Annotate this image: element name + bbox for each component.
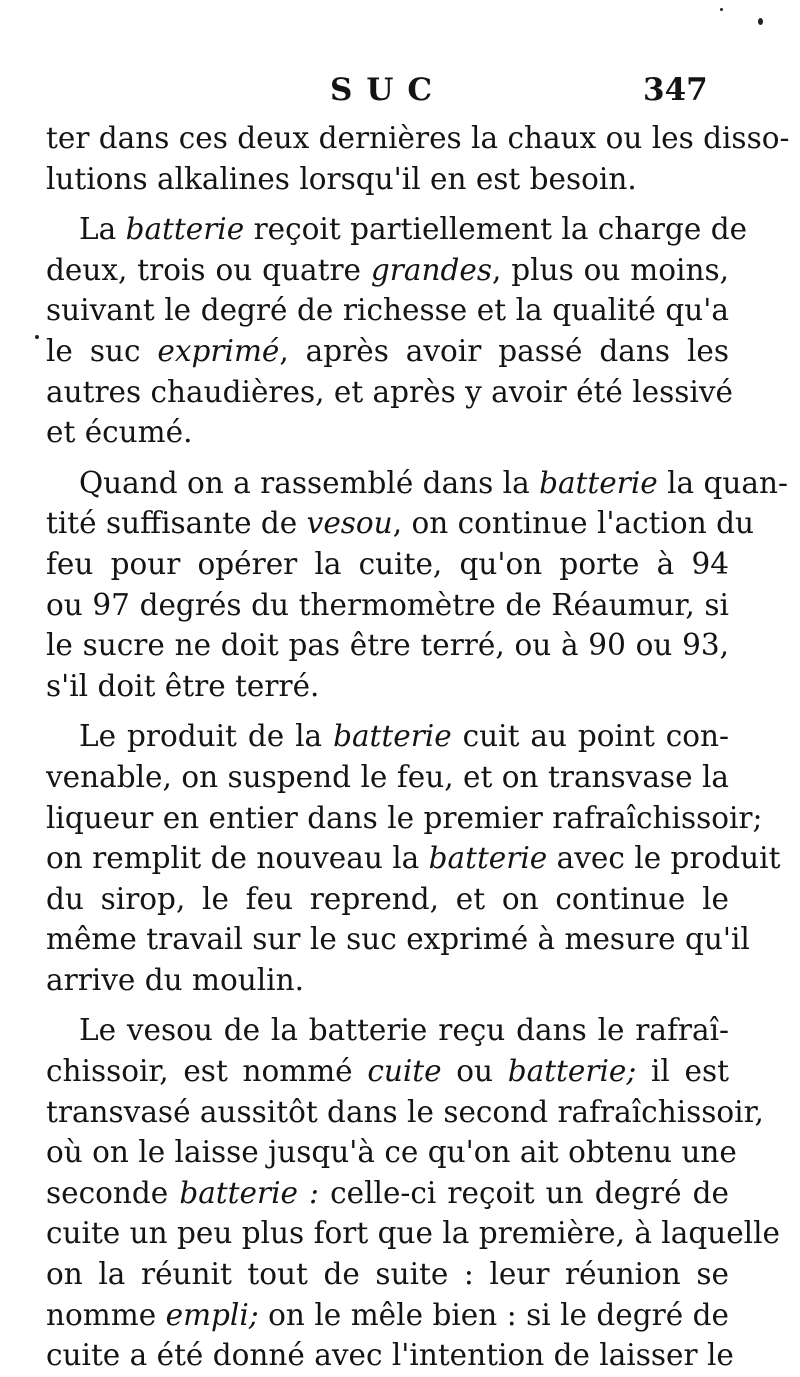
text-line: arrive du moulin.	[46, 962, 304, 997]
text-line: le sucre ne doit pas être terré, ou à 90 ou 93,	[46, 628, 729, 663]
italic-term: batterie	[125, 212, 245, 247]
text-line: même travail sur le suc exprimé à mesure qu'il	[46, 922, 750, 957]
text-line: ou 97 degrés du thermomètre de Réaumur, si	[46, 587, 729, 622]
italic-term: batterie	[428, 841, 548, 876]
text-line: chissoir, est nommé cuite ou batterie; il est	[46, 1054, 729, 1089]
text-line: autres chaudières, et après y avoir été lessivé	[46, 374, 733, 409]
text-line: Le vesou de la batterie reçu dans le rafraî-	[79, 1013, 729, 1048]
italic-term: exprimé	[157, 333, 280, 368]
text-line: nomme empli; on le mêle bien : si le degré de	[46, 1297, 729, 1332]
text-line: cuite un peu plus fort que la première, à laquelle	[46, 1216, 780, 1251]
speck-mark	[720, 8, 723, 11]
speck-mark	[758, 18, 763, 25]
page-number: 347	[643, 72, 708, 108]
text-line: où on le laisse jusqu'à ce qu'on ait obtenu une	[46, 1135, 737, 1170]
text-line: s'il doit être terré.	[46, 668, 320, 703]
text-line: seconde batterie : celle-ci reçoit un degré de	[46, 1175, 729, 1210]
text-line: on la réunit tout de suite : leur réunion se	[46, 1257, 729, 1292]
text-line: du sirop, le feu reprend, et on continue le	[46, 881, 729, 916]
text-line: cuite a été donné avec l'intention de laisser le	[46, 1338, 734, 1373]
italic-term: vesou	[306, 506, 393, 541]
page-title: SUC	[330, 72, 447, 108]
italic-term: batterie :	[179, 1175, 319, 1210]
text-line: et écumé.	[46, 415, 193, 450]
italic-term: cuite	[367, 1054, 442, 1089]
text-line: feu pour opérer la cuite, qu'on porte à 94	[46, 546, 729, 581]
text-line: ter dans ces deux dernières la chaux ou les disso-	[46, 121, 790, 155]
italic-term: batterie	[333, 719, 452, 754]
italic-term: batterie	[539, 465, 658, 500]
text-line: La batterie reçoit partiellement la charge de	[79, 212, 748, 247]
body-text	[46, 118, 790, 1376]
text-line: Le produit de la batterie cuit au point con-	[79, 719, 730, 754]
speck-mark	[35, 335, 39, 339]
italic-term: empli;	[165, 1297, 259, 1332]
text-line: venable, on suspend le feu, et on transvase la	[46, 759, 729, 794]
text-line: tité suffisante de vesou, on continue l'action du	[46, 506, 754, 541]
text-line: suivant le degré de richesse et la qualité qu'a	[46, 293, 729, 328]
running-head	[0, 72, 800, 112]
text-line: Quand on a rassemblé dans la batterie la quan-	[79, 465, 788, 500]
text-line: le suc exprimé, après avoir passé dans les	[46, 333, 729, 368]
text-line: lutions alkalines lorsqu'il en est besoin.	[46, 161, 637, 196]
text-line: on remplit de nouveau la batterie avec le produit	[46, 841, 781, 876]
text-line: transvasé aussitôt dans le second rafraîchissoir,	[46, 1094, 764, 1129]
text-line: liqueur en entier dans le premier rafraîchissoir;	[46, 800, 763, 835]
italic-term: batterie;	[507, 1054, 637, 1089]
italic-term: grandes	[370, 252, 492, 287]
text-line: deux, trois ou quatre grandes, plus ou moins,	[46, 252, 729, 287]
